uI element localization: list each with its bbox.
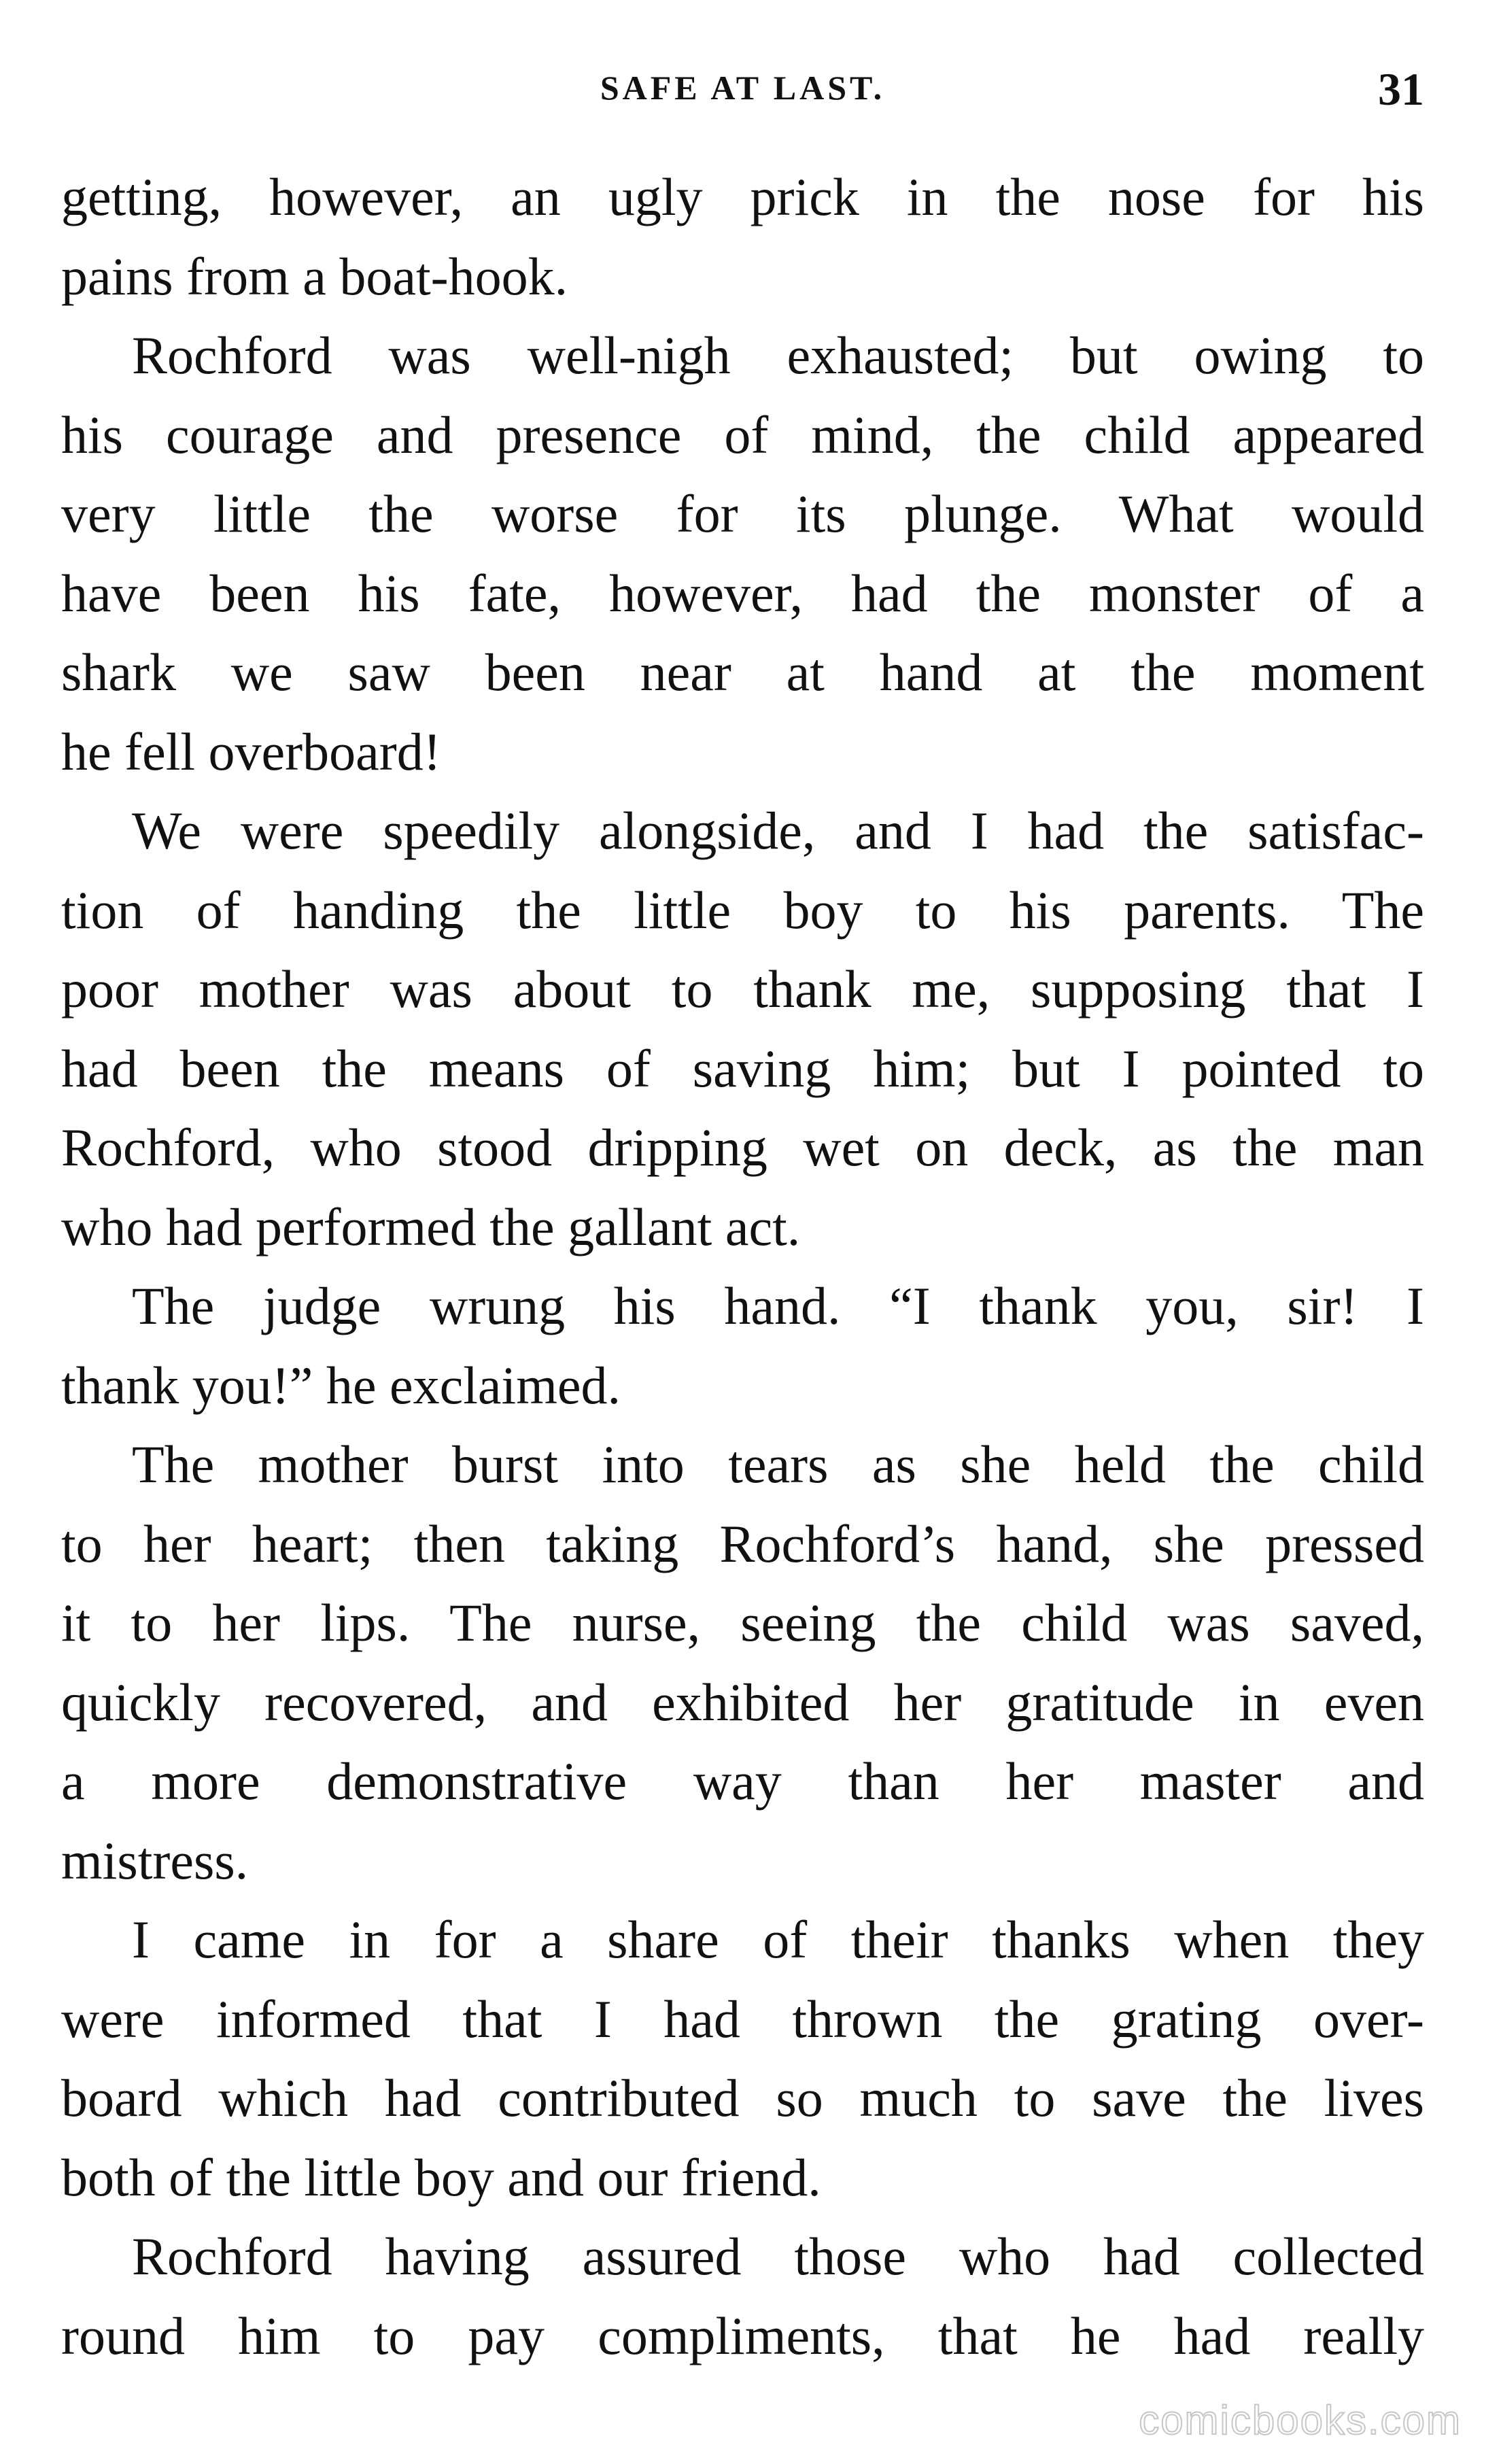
- text-line: thank you!” he exclaimed.: [61, 1355, 621, 1415]
- text-line: who had performed the gallant act.: [61, 1197, 801, 1256]
- watermark: comicbooks.com: [1139, 2397, 1462, 2443]
- running-title: SAFE AT LAST.: [600, 69, 886, 107]
- page-number: 31: [1378, 63, 1424, 115]
- text-line: were informed that I had thrown the grating over-: [61, 1989, 1424, 2049]
- text-line: a more demonstrative way than her master and: [61, 1751, 1424, 1811]
- text-line: both of the little boy and our friend.: [61, 2147, 821, 2207]
- text-line: his courage and presence of mind, the child appeared: [61, 405, 1424, 464]
- text-line: poor mother was about to thank me, supposing that I: [61, 959, 1424, 1019]
- text-line: round him to pay compliments, that he had really: [61, 2306, 1424, 2365]
- text-line: he fell overboard!: [61, 721, 441, 781]
- text-line: tion of handing the little boy to his parents. The: [61, 880, 1424, 940]
- text-line: to her heart; then taking Rochford’s hand, she pressed: [61, 1513, 1424, 1573]
- text-line: have been his fate, however, had the monster of a: [61, 563, 1424, 623]
- text-line: quickly recovered, and exhibited her gratitude in even: [61, 1672, 1424, 1732]
- body-text: [61, 158, 1424, 2376]
- text-line: it to her lips. The nurse, seeing the child was saved,: [61, 1593, 1424, 1652]
- text-line: We were speedily alongside, and I had the satisfac-: [132, 801, 1424, 860]
- running-head: [61, 63, 1424, 117]
- text-line: shark we saw been near at hand at the moment: [61, 643, 1424, 702]
- text-line: I came in for a share of their thanks when they: [132, 1910, 1424, 1969]
- text-line: board which had contributed so much to save the lives: [61, 2068, 1424, 2127]
- text-line: Rochford having assured those who had collected: [132, 2227, 1424, 2286]
- text-line: The mother burst into tears as she held the child: [132, 1435, 1424, 1494]
- text-line: very little the worse for its plunge. What would: [61, 484, 1424, 543]
- text-line: getting, however, an ugly prick in the nose for his: [61, 167, 1424, 226]
- text-line: Rochford was well-nigh exhausted; but owing to: [132, 326, 1424, 385]
- text-line: The judge wrung his hand. “I thank you, sir! I: [132, 1276, 1424, 1335]
- text-line: had been the means of saving him; but I pointed to: [61, 1038, 1424, 1098]
- text-line: mistress.: [61, 1830, 249, 1890]
- text-line: pains from a boat-hook.: [61, 246, 568, 306]
- text-line: Rochford, who stood dripping wet on deck, as the man: [61, 1118, 1424, 1177]
